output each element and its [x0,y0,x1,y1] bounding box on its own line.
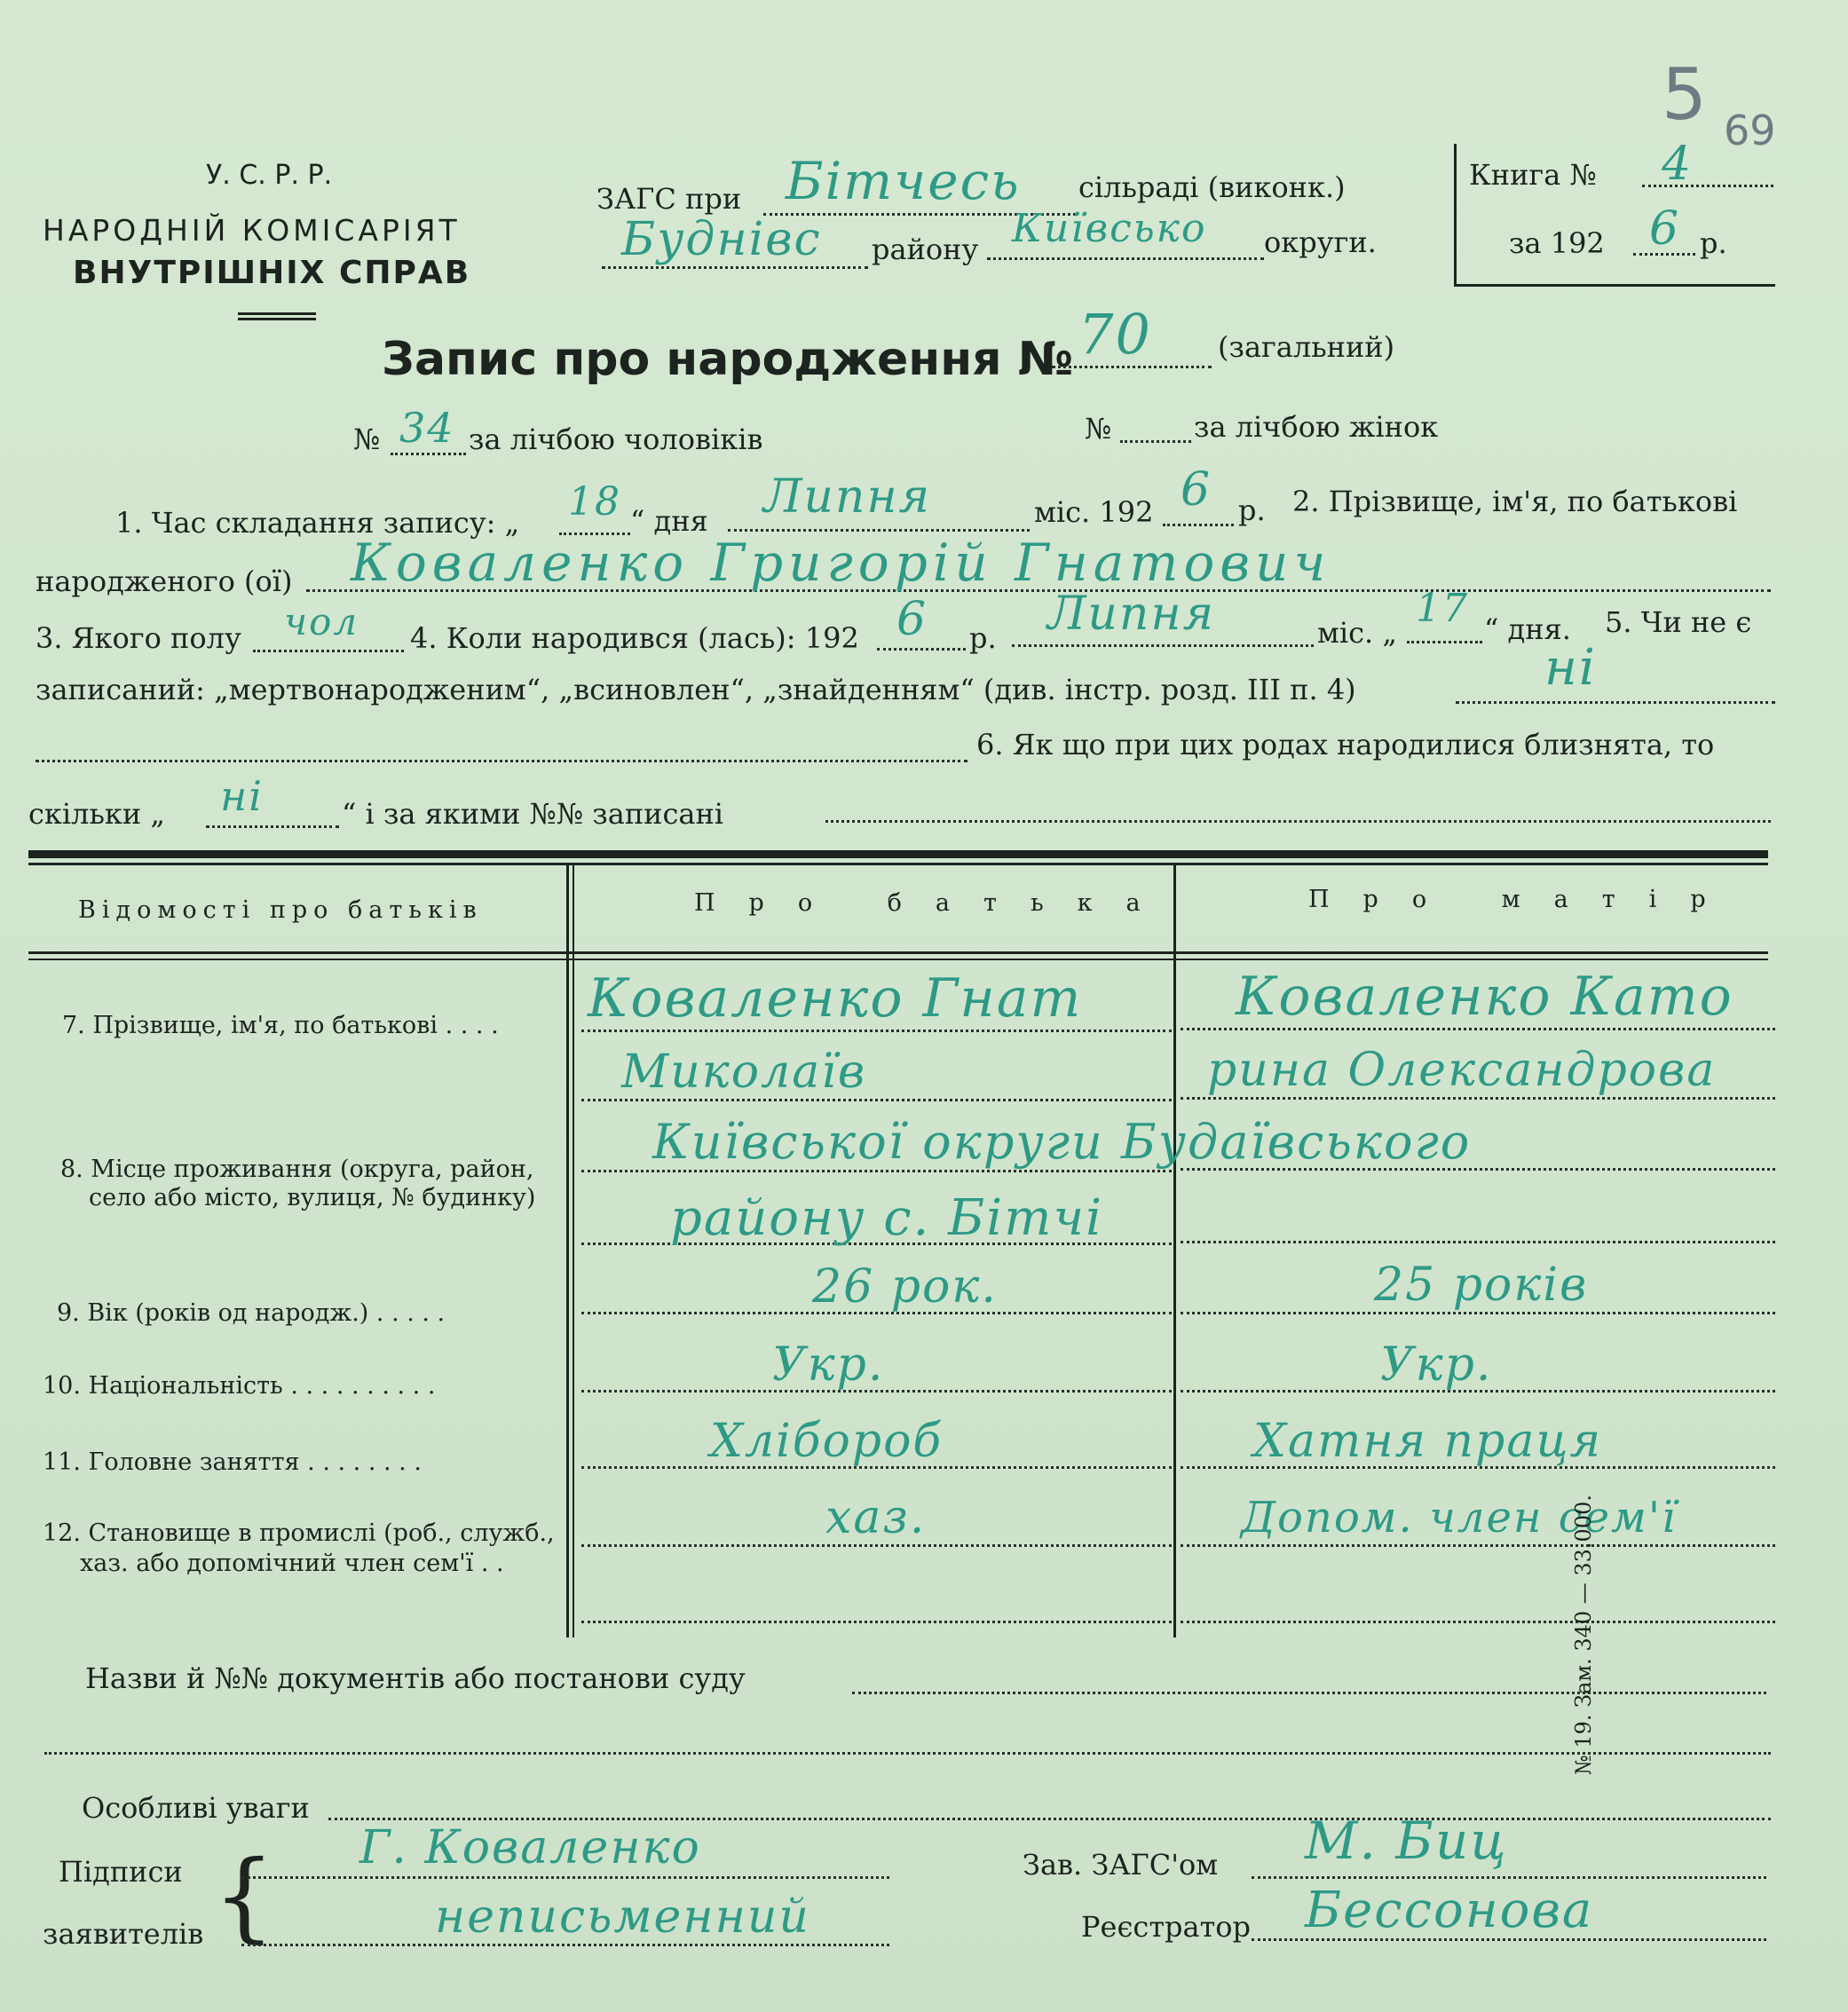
mother-line-8 [1181,1544,1775,1547]
council-value: Бітчесь [786,151,1021,211]
book-box-bottom [1454,284,1775,287]
book-year-digit: 6 [1649,202,1681,256]
row8-label: 8. Місце проживання (округа, район, [60,1156,534,1183]
f6-numbers-line [825,820,1771,823]
f4-year-line [877,648,966,651]
f1-year-line [1163,524,1234,526]
father-line-8 [581,1544,1172,1547]
f4-month: Липня [1047,588,1216,641]
row12-label2: хаз. або допомічний член сем'ї . . [80,1550,504,1577]
row9-label: 9. Вік (років од народж.) . . . . . [57,1299,446,1327]
f6-label2b: “ і за якими №№ записані [342,797,724,831]
record-number: 70 [1078,302,1152,367]
documents-line-2 [44,1752,1771,1755]
mother-line-5 [1181,1312,1775,1314]
signatures-label1: Підписи [59,1855,183,1889]
table-col-divider-1b [573,865,574,1637]
women-count-label: за лічбою жінок [1194,410,1439,444]
men-count-label: за лічбою чоловіків [469,422,763,456]
table-header-rule [28,951,1768,954]
f6-value: ні [220,772,265,820]
table-col-divider-2 [1173,865,1176,1637]
father-line-2 [581,1099,1172,1101]
father-residence-line2: району с. Бітчі [670,1189,1104,1247]
f4-month-suffix: міс. „ [1317,616,1397,650]
f4-month-line [1012,644,1314,647]
father-line-1 [581,1030,1172,1032]
book-year-prefix: за 192 [1509,226,1605,260]
f1-month: Липня [763,470,932,524]
f4-day-line [1407,641,1482,643]
f4-day-suffix: “ дня. [1484,612,1571,646]
okrug-label: округи. [1264,225,1377,259]
applicant-sig-line2 [241,1944,889,1946]
table-top-rule-thin [28,863,1768,865]
mother-line-1 [1181,1028,1775,1030]
f1-month-line [728,529,1030,532]
mother-nationality: Укр. [1380,1338,1493,1392]
f4-label: 4. Коли народився (лась): 192 [410,621,859,655]
mother-line-9 [1181,1621,1775,1623]
book-year-suffix: р. [1700,226,1727,260]
signatures-brace: { [213,1839,275,1953]
district-field-line [602,266,868,269]
documents-label: Назви й №№ документів або постанови суду [85,1661,746,1695]
father-nationality: Укр. [772,1338,885,1392]
row12-label: 12. Становище в промислі (роб., служб., [43,1519,555,1547]
men-count-line [391,453,466,455]
father-occupation: Хлібороб [710,1415,944,1468]
pencil-folio-top: 5 [1662,53,1707,136]
mother-name-line1: Коваленко Като [1236,966,1733,1028]
applicant-sig-line1 [241,1876,889,1879]
f2-label: 2. Прізвище, ім'я, по батькові [1292,485,1738,518]
f3-value: чол [284,600,359,643]
table-col-divider-1 [566,865,569,1637]
signatures-label2: заявителів [43,1917,204,1951]
father-line-3 [581,1170,1172,1172]
f3-label: 3. Якого полу [36,621,241,655]
f1-year-digit: 6 [1181,463,1212,517]
applicant-sig2: неписьменний [435,1890,810,1944]
table-header-rule-2 [28,959,1768,960]
father-name-line1: Коваленко Гнат [588,967,1083,1030]
record-title: Запис про народження № [382,333,1074,386]
book-box-left [1454,144,1457,286]
f1-label: 1. Час складання запису: „ [115,506,520,540]
father-residence-line1: Київської округи Будаївського [652,1114,1472,1170]
header-divider-2 [238,318,316,320]
father-line-9 [581,1621,1172,1623]
header-state: У. С. Р. Р. [206,160,333,191]
f5-value: ні [1544,639,1597,697]
header-divider [238,312,316,315]
header-commissariat-line1: НАРОДНІЙ КОМІСАРІЯТ [43,213,461,248]
head-sig-line [1252,1876,1766,1879]
f6-label2a: скільки „ [28,797,165,831]
print-code: № 19. Зам. 340 — 33.000. [1571,1495,1596,1775]
f4-day: 17 [1416,586,1469,631]
men-count-value: 34 [399,404,455,452]
mother-age: 25 років [1374,1258,1589,1312]
okrug-field-line [987,257,1264,260]
head-sig: М. Биц [1305,1811,1508,1871]
mother-line-2 [1181,1097,1775,1100]
father-status: хаз. [825,1491,927,1544]
f4-year-suffix: р. [969,621,997,655]
row10-label: 10. Національність . . . . . . . . . . [43,1372,436,1400]
f6-value-line [206,825,339,828]
head-label: Зав. ЗАГС'ом [1023,1848,1219,1882]
f3-value-line [253,650,404,652]
f1-day-suffix: “ дня [630,504,708,538]
zags-prefix: ЗАГС при [596,182,742,216]
district-label: району [872,233,979,266]
father-name-line2: Миколаїв [621,1045,867,1099]
registrar-sig: Бессонова [1305,1882,1594,1939]
f1-year-suffix: р. [1238,493,1266,527]
mother-line-4 [1181,1241,1775,1243]
father-age: 26 рок. [812,1260,998,1314]
council-suffix: сільраді (виконк.) [1078,170,1346,204]
remarks-line [328,1818,1771,1820]
mother-name-line2: рина Олександрова [1207,1044,1717,1097]
f2-value: Коваленко Григорій Гнатович [351,533,1331,593]
f4-year-digit: 6 [896,593,928,646]
row7-label: 7. Прізвище, ім'я, по батькові . . . . [62,1012,499,1039]
f5-label: 5. Чи не є [1605,605,1752,639]
f5-value-line [1456,701,1775,704]
f6-lead-line [36,760,967,762]
mother-occupation: Хатня праця [1253,1415,1603,1468]
record-general: (загальний) [1218,330,1395,364]
registrar-label: Реєстратор [1081,1910,1252,1944]
book-number: 4 [1662,138,1694,191]
table-col3-header: Про матір [1308,886,1740,913]
table-top-rule [28,850,1768,858]
table-col2-header: Про батька [694,889,1174,917]
applicant-sig1: Г. Коваленко [359,1821,701,1874]
f2-label2: народженого (ої) [36,564,293,598]
table-col1-header: Відомості про батьків [78,896,483,924]
mother-status: Допом. член сем'ї [1241,1493,1678,1543]
f5-label2: записаний: „мертвонародженим“, „всиновлен“, „знайденням“ (див. інстр. розд. III п. 4) [36,673,1356,706]
f1-day: 18 [568,479,621,525]
district-value: Буднівс [621,213,822,266]
men-count-prefix: № [353,422,381,456]
book-label: Книга № [1469,158,1597,192]
remarks-label: Особливі уваги [82,1791,310,1825]
header-commissariat-line2: ВНУТРІШНІХ СПРАВ [73,255,471,291]
row11-label: 11. Головне заняття . . . . . . . . [43,1448,422,1476]
women-count-prefix: № [1085,412,1112,446]
f1-year-prefix: міс. 192 [1034,495,1154,529]
row8-label2: село або місто, вулиця, № будинку) [89,1184,536,1211]
documents-line [852,1692,1766,1694]
okrug-value: Київсько [1012,206,1207,251]
f6-label: 6. Як що при цих родах народилися близнята, то [976,728,1715,761]
women-count-line [1120,440,1191,443]
pencil-folio-side: 69 [1724,107,1776,154]
